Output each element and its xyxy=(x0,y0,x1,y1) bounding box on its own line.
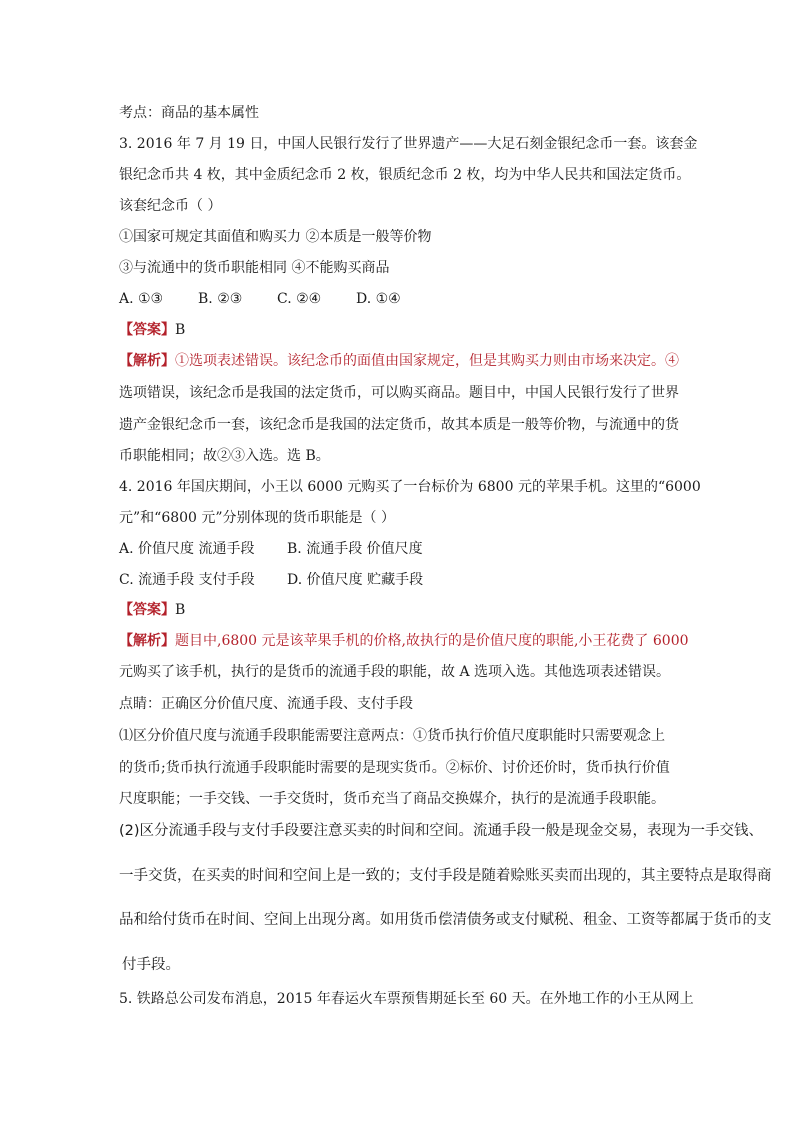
point1-line-1: ⑴区分价值尺度与流通手段职能需要注意两点：①货币执行价值尺度职能时只需要观念上 xyxy=(119,728,665,744)
q4-option-b: B. 流通手段 价值尺度 xyxy=(287,541,423,557)
q3-stem-line-3: 该套纪念币（ ） xyxy=(119,198,222,214)
q3-option-a: A. ①③ xyxy=(119,291,164,307)
q4-analysis-label: 【解析】 xyxy=(119,633,175,649)
q3-option-c: C. ②④ xyxy=(277,291,322,307)
kaodian-line: 考点：商品的基本属性 xyxy=(119,105,259,121)
q3-answer-label: 【答案】 xyxy=(119,322,175,338)
point2-line-3: 品和给付货币在时间、空间上出现分离。如用货币偿清债务或支付赋税、租金、工资等都属于货币的支 xyxy=(119,912,772,928)
q4-option-d: D. 价值尺度 贮藏手段 xyxy=(287,572,424,588)
q4-answer-label: 【答案】 xyxy=(119,602,175,618)
q4-option-a: A. 价值尺度 流通手段 xyxy=(119,541,255,557)
q4-analysis-line-1 xyxy=(119,632,689,650)
point2-line-4: 付手段。 xyxy=(122,957,180,973)
q3-statements-line-2: ③与流通中的货币职能相同 ④不能购买商品 xyxy=(119,260,390,276)
q3-analysis-line-1 xyxy=(119,352,679,370)
q4-stem-line-2: 元”和“6800 元”分别体现的货币职能是（ ） xyxy=(119,510,396,526)
q3-analysis-line-2: 选项错误，该纪念币是我国的法定货币，可以购买商品。题目中，中国人民银行发行了世界 xyxy=(119,385,679,401)
q3-analysis-text-1: ①选项表述错误。该纪念币的面值由国家规定，但是其购买力则由市场来决定。④ xyxy=(175,353,679,369)
q3-options xyxy=(119,290,401,308)
q5-stem-line-1: 5. 铁路总公司发布消息，2015 年春运火车票预售期延长至 60 天。在外地工作的小王从网上 xyxy=(119,991,694,1007)
point2-line-2: 一手交货，在买卖的时间和空间上是一致的；支付手段是随着赊账买卖而出现的，其主要特点是取得商 xyxy=(119,868,772,884)
q3-statements-line-1: ①国家可规定其面值和购买力 ②本质是一般等价物 xyxy=(119,229,432,245)
q3-analysis-line-4: 币职能相同；故②③入选。选 B。 xyxy=(119,448,330,464)
q4-options-row-1 xyxy=(119,540,423,558)
point1-line-2: 的货币;货币执行流通手段职能时需要的是现实货币。②标价、讨价还价时，货币执行价值 xyxy=(119,760,670,776)
q3-analysis-line-3: 遗产金银纪念币一套，该纪念币是我国的法定货币，故其本质是一般等价物，与流通中的货 xyxy=(119,417,679,433)
q4-stem-line-1: 4. 2016 年国庆期间，小王以 6000 元购买了一台标价为 6800 元的苹果手机。这里的“6000 xyxy=(119,479,701,495)
q3-stem-line-1: 3. 2016 年 7 月 19 日，中国人民银行发行了世界遗产——大足石刻金银纪念币一套。该套金 xyxy=(119,136,698,152)
q4-answer-line xyxy=(119,601,185,619)
q4-options-row-2 xyxy=(119,571,423,589)
q3-analysis-label: 【解析】 xyxy=(119,353,175,369)
q4-answer-value: B xyxy=(175,602,186,618)
q4-option-c: C. 流通手段 支付手段 xyxy=(119,572,255,588)
q4-analysis-text-1: 题目中,6800 元是该苹果手机的价格,故执行的是价值尺度的职能,小王花费了 6000 xyxy=(175,633,689,649)
point2-line-1: (2)区分流通手段与支付手段要注意买卖的时间和空间。流通手段一般是现金交易，表现为一手交钱、 xyxy=(119,823,764,839)
q4-analysis-line-2: 元购买了该手机，执行的是货币的流通手段的职能，故 A 选项入选。其他选项表述错误。 xyxy=(119,664,671,680)
point1-line-3: 尺度职能；一手交钱、一手交货时，货币充当了商品交换媒介，执行的是流通手段职能。 xyxy=(119,791,665,807)
q3-option-b: B. ②③ xyxy=(198,291,243,307)
q3-answer-value: B xyxy=(175,322,186,338)
dianjing-line: 点睛：正确区分价值尺度、流通手段、支付手段 xyxy=(119,696,413,712)
q3-answer-line xyxy=(119,321,185,339)
q3-option-d: D. ①④ xyxy=(356,291,401,307)
q3-stem-line-2: 银纪念币共 4 枚，其中金质纪念币 2 枚，银质纪念币 2 枚，均为中华人民共和国法定货币。 xyxy=(119,167,691,183)
